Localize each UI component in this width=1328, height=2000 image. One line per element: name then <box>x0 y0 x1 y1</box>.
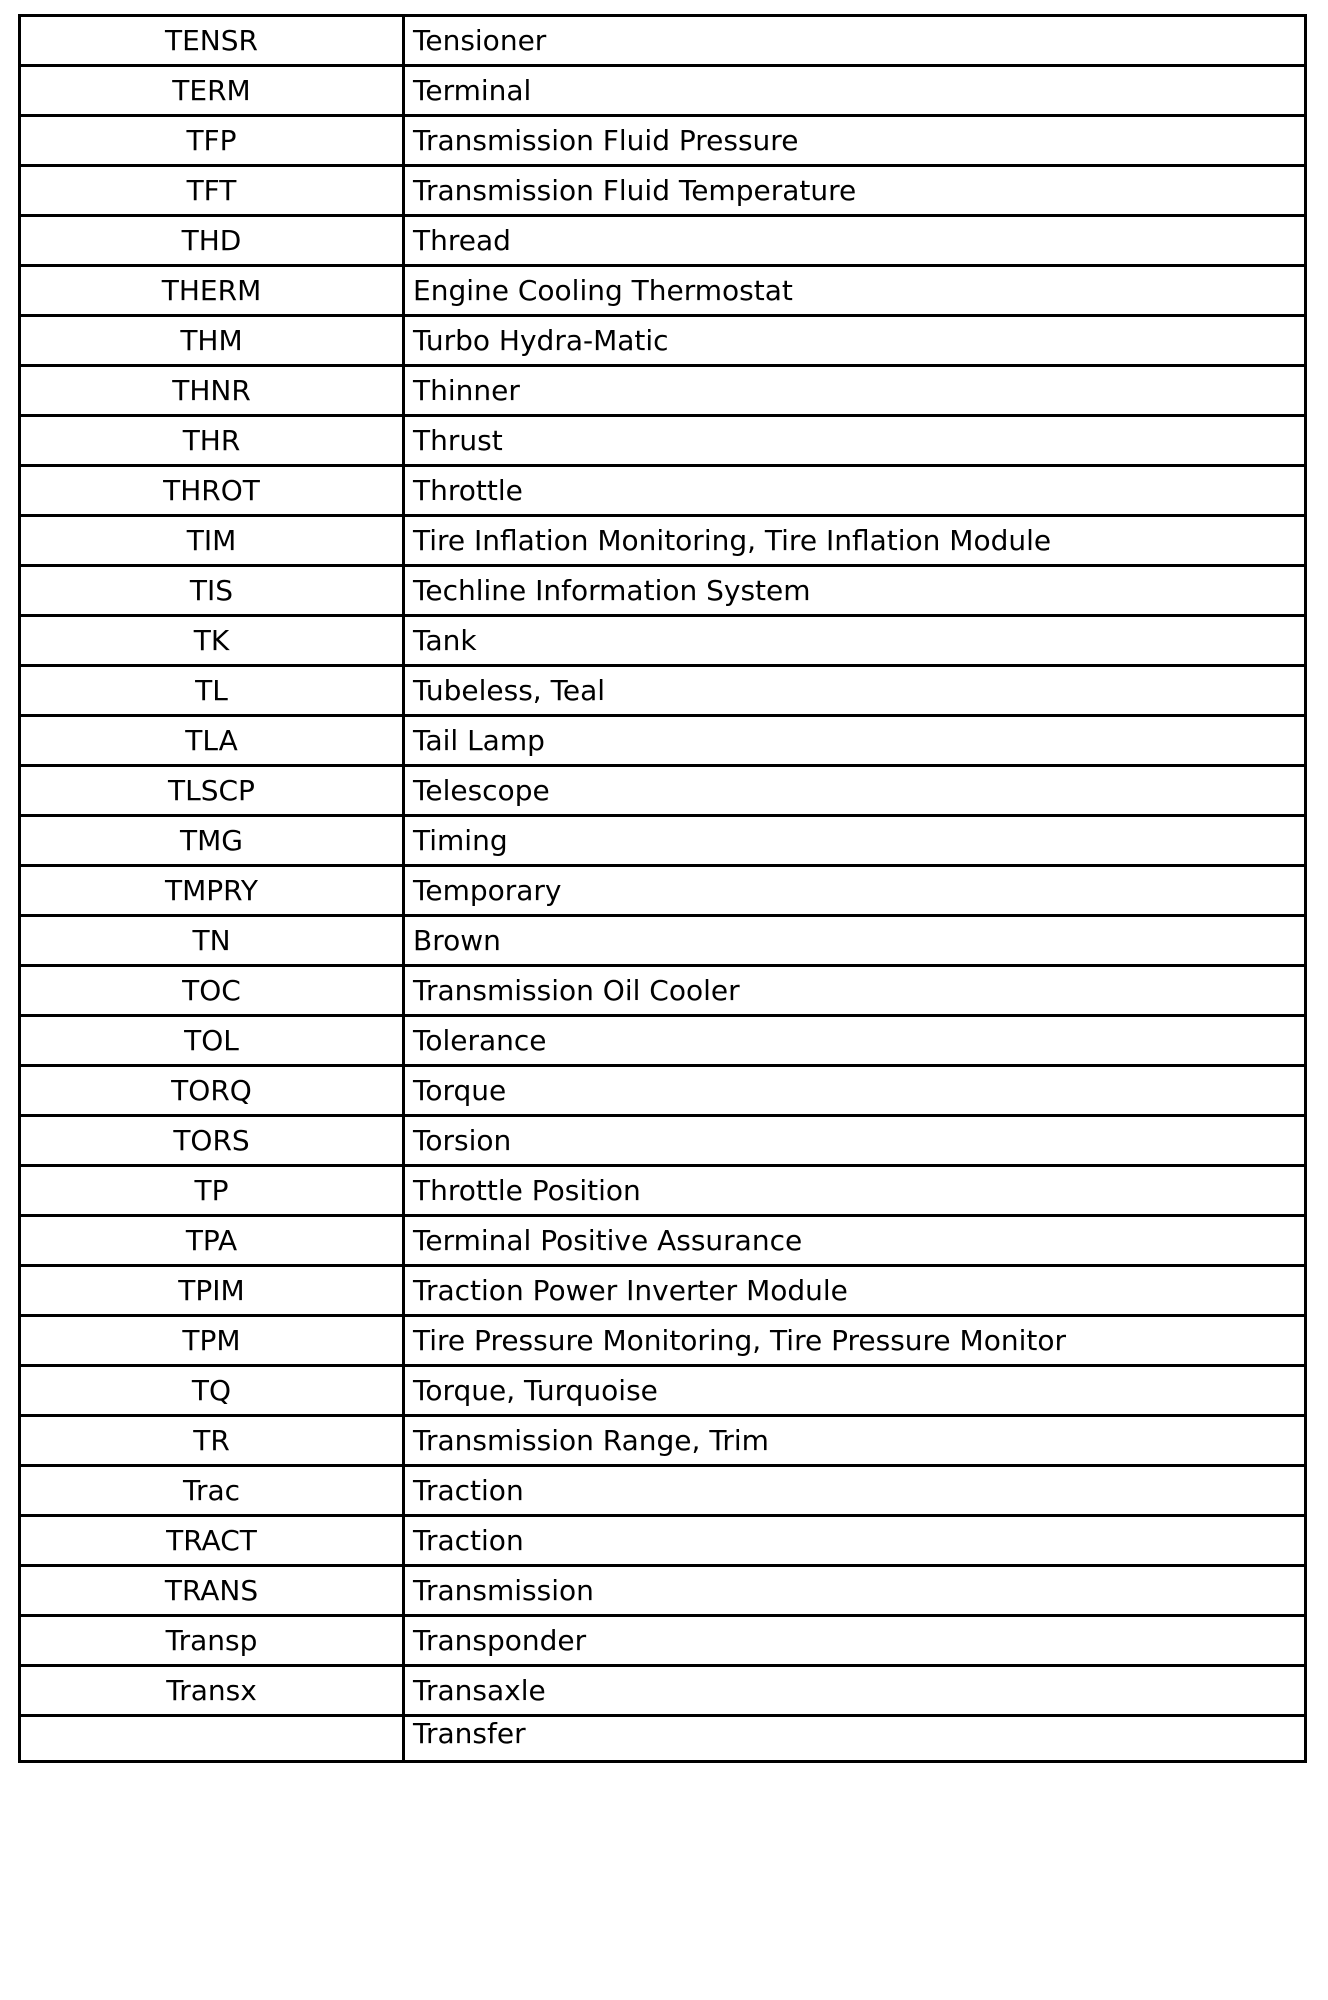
meaning-cell: Traction <box>404 1516 1306 1566</box>
table-row <box>20 1166 1306 1216</box>
abbreviation-cell: THM <box>20 316 404 366</box>
table-row <box>20 1266 1306 1316</box>
meaning-cell: Transmission Fluid Pressure <box>404 116 1306 166</box>
meaning-cell: Turbo Hydra-Matic <box>404 316 1306 366</box>
meaning-cell: Tail Lamp <box>404 716 1306 766</box>
abbreviation-cell: TOL <box>20 1016 404 1066</box>
table-row <box>20 1016 1306 1066</box>
table-row <box>20 66 1306 116</box>
abbreviation-cell: TRANS <box>20 1566 404 1616</box>
table-row <box>20 266 1306 316</box>
meaning-cell: Transmission <box>404 1566 1306 1616</box>
table-row <box>20 1666 1306 1716</box>
abbreviation-cell: TOC <box>20 966 404 1016</box>
abbreviation-cell: TIM <box>20 516 404 566</box>
table-row <box>20 1566 1306 1616</box>
abbreviation-cell: TK <box>20 616 404 666</box>
meaning-cell: Transaxle <box>404 1666 1306 1716</box>
meaning-cell: Tensioner <box>404 16 1306 66</box>
abbreviation-cell: TORQ <box>20 1066 404 1116</box>
abbreviation-cell: TL <box>20 666 404 716</box>
meaning-cell: Terminal Positive Assurance <box>404 1216 1306 1266</box>
abbreviation-table-body <box>20 16 1306 1762</box>
abbreviation-cell: TMPRY <box>20 866 404 916</box>
abbreviation-cell: TLA <box>20 716 404 766</box>
table-row <box>20 1066 1306 1116</box>
table-row <box>20 166 1306 216</box>
table-row <box>20 766 1306 816</box>
meaning-cell: Terminal <box>404 66 1306 116</box>
meaning-cell: Tire Pressure Monitoring, Tire Pressure Monitor <box>404 1316 1306 1366</box>
table-row <box>20 116 1306 166</box>
abbreviation-cell: THROT <box>20 466 404 516</box>
abbreviation-cell: TQ <box>20 1366 404 1416</box>
table-row <box>20 866 1306 916</box>
table-row <box>20 1116 1306 1166</box>
table-row <box>20 316 1306 366</box>
abbreviation-cell: TPA <box>20 1216 404 1266</box>
abbreviation-cell: TERM <box>20 66 404 116</box>
meaning-cell: Traction Power Inverter Module <box>404 1266 1306 1316</box>
table-row <box>20 16 1306 66</box>
meaning-cell: Timing <box>404 816 1306 866</box>
table-row <box>20 1716 1306 1762</box>
table-row <box>20 1216 1306 1266</box>
table-row <box>20 516 1306 566</box>
table-row <box>20 566 1306 616</box>
abbreviation-cell: TIS <box>20 566 404 616</box>
meaning-cell: Transmission Range, Trim <box>404 1416 1306 1466</box>
meaning-cell: Torsion <box>404 1116 1306 1166</box>
abbreviation-cell: TPM <box>20 1316 404 1366</box>
meaning-cell: Tire Inflation Monitoring, Tire Inflation Module <box>404 516 1306 566</box>
meaning-cell: Traction <box>404 1466 1306 1516</box>
table-row <box>20 216 1306 266</box>
meaning-cell: Transmission Oil Cooler <box>404 966 1306 1016</box>
abbreviation-cell: TMG <box>20 816 404 866</box>
table-row <box>20 966 1306 1016</box>
table-row <box>20 1466 1306 1516</box>
abbreviation-cell: THERM <box>20 266 404 316</box>
abbreviation-cell: TORS <box>20 1116 404 1166</box>
meaning-cell: Torque <box>404 1066 1306 1116</box>
abbreviation-cell: TR <box>20 1416 404 1466</box>
meaning-cell: Tank <box>404 616 1306 666</box>
abbreviation-cell: TPIM <box>20 1266 404 1316</box>
abbreviation-cell: TFP <box>20 116 404 166</box>
abbreviation-cell: TP <box>20 1166 404 1216</box>
abbreviation-cell: TRACT <box>20 1516 404 1566</box>
meaning-cell: Thread <box>404 216 1306 266</box>
meaning-cell: Brown <box>404 916 1306 966</box>
table-row <box>20 366 1306 416</box>
meaning-cell: Thrust <box>404 416 1306 466</box>
abbreviation-cell: TENSR <box>20 16 404 66</box>
abbreviation-cell: THNR <box>20 366 404 416</box>
table-row <box>20 1316 1306 1366</box>
table-row <box>20 666 1306 716</box>
abbreviation-table <box>18 14 1307 1763</box>
meaning-cell: Telescope <box>404 766 1306 816</box>
table-row <box>20 716 1306 766</box>
abbreviation-cell: TN <box>20 916 404 966</box>
abbreviation-cell <box>20 1716 404 1762</box>
table-row <box>20 916 1306 966</box>
table-row <box>20 1616 1306 1666</box>
meaning-cell: Throttle <box>404 466 1306 516</box>
meaning-cell: Transmission Fluid Temperature <box>404 166 1306 216</box>
meaning-cell: Transfer <box>404 1716 1306 1762</box>
table-row <box>20 416 1306 466</box>
meaning-cell: Engine Cooling Thermostat <box>404 266 1306 316</box>
abbreviation-cell: Transp <box>20 1616 404 1666</box>
abbreviation-cell: Trac <box>20 1466 404 1516</box>
meaning-cell: Techline Information System <box>404 566 1306 616</box>
meaning-cell: Temporary <box>404 866 1306 916</box>
meaning-cell: Throttle Position <box>404 1166 1306 1216</box>
table-row <box>20 466 1306 516</box>
table-row <box>20 1416 1306 1466</box>
abbreviation-cell: THR <box>20 416 404 466</box>
abbreviation-cell: TLSCP <box>20 766 404 816</box>
table-row <box>20 1366 1306 1416</box>
meaning-cell: Tubeless, Teal <box>404 666 1306 716</box>
abbreviation-cell: TFT <box>20 166 404 216</box>
meaning-cell: Thinner <box>404 366 1306 416</box>
table-row <box>20 1516 1306 1566</box>
abbreviation-cell: THD <box>20 216 404 266</box>
abbreviation-cell: Transx <box>20 1666 404 1716</box>
table-row <box>20 816 1306 866</box>
meaning-cell: Torque, Turquoise <box>404 1366 1306 1416</box>
table-row <box>20 616 1306 666</box>
meaning-cell: Tolerance <box>404 1016 1306 1066</box>
meaning-cell: Transponder <box>404 1616 1306 1666</box>
